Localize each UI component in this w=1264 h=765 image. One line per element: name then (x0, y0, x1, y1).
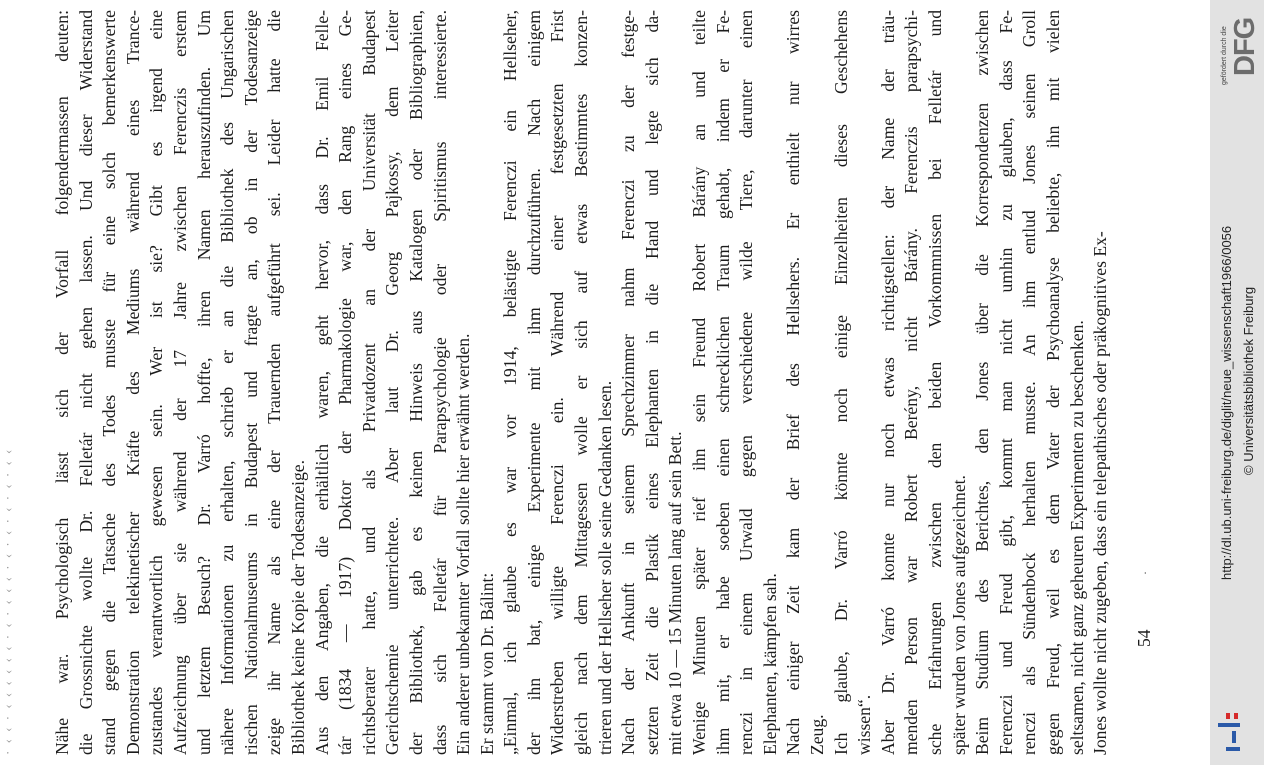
text-line: Bibliothek keine Kopie der Todesanzeige. (287, 459, 308, 755)
text-line: mit etwa 10 — 15 Minuten lang auf sein Bett. (665, 431, 686, 755)
dfg-logo: DFG (1229, 17, 1261, 76)
text-line: Aufzeichnung über sie während der 17 Jahre zwischen Ferenczis erstem (169, 10, 190, 755)
text-line: Nach einiger Zeit kam der Brief des Hellsehers. Er enthielt nur wirres (783, 10, 804, 755)
text-line: Nähe war. Psychologisch lässt sich der Vorfall folgendermassen deuten: (52, 10, 72, 755)
text-line: Elephanten, kämpfen sah. (759, 573, 780, 755)
text-line: seltsamen, nicht ganz geheuren Experimenten zu beschenken. (1066, 320, 1087, 755)
text-line: Ich glaube, Dr. Varró könnte noch einige Einzelheiten dieses Geschehens (830, 10, 851, 755)
sponsor-note: gefördert durch die (1221, 26, 1228, 85)
text-line: menden Person war Robert Berény, nicht Bárány. Ferenczis parapsychi- (901, 10, 922, 755)
text-line: renczi in einem Urwald gegen verschiedene wilde Tiere, darunter einen (736, 10, 757, 755)
text-line: gleich nach dem Mittagessen wolle er sich auf etwas Bestimmtes konzen- (571, 10, 592, 755)
text-line: gegen Freud, weil es dem Vater der Psychoanalyse beliebte, ihn mit vielen (1042, 10, 1063, 755)
text-line: „Einmal, ich glaube es war vor 1914, belästigte Ferenczi ein Hellseher, (500, 10, 521, 755)
text-line: nähere Informationen zu erhalten, schrieb er an die Bibliothek des Ungarischen (217, 10, 238, 755)
text-line: Ein anderer unbekannter Vorfall sollte hier erwähnt werden. (453, 333, 474, 755)
text-line: Nach der Ankunft in seinem Sprechzimmer nahm Ferenczi zu der festge- (618, 10, 639, 755)
body-text (51, 10, 1113, 755)
text-line: Demonstration telekinetischer Kräfte des Mediums während eines Trance- (122, 10, 143, 755)
text-line: zustandes verantwortlich gewesen sein. Wer ist sie? Gibt es irgend eine (146, 10, 167, 755)
text-line: und letztem Besuch? Dr. Varró hoffte, ihren Namen herauszufinden. Um (193, 10, 214, 755)
text-line: später wurden von Jones aufgezeichnet. (948, 475, 969, 755)
text-line: der Bibliothek, gab es keinen Hinweis aus Katalogen oder Bibliographien, (405, 10, 426, 755)
text-line: der ihn bat, einige Experimente mit ihm durchzuführen. Nach einigem (523, 10, 544, 755)
text-line: Wenige Minuten später rief ihn sein Freund Robert Bárány an und teilte (689, 10, 710, 755)
text-line: Gerichtschemie unterrichtete. Aber laut Dr. Georg Pajkossy, dem Leiter (382, 10, 403, 755)
text-line: Ferenczi und Freud gibt, kommt man nicht umhin zu glauben, dass Fe- (995, 10, 1016, 755)
text-line: trieren und der Hellseher solle seine Gedanken lesen. (594, 380, 615, 755)
text-line: Aber Dr. Varró konnte nur noch etwas richtigstellen: der Name der träu- (877, 10, 898, 755)
text-line: sche Erfahrungen zwischen den beiden Vorkommnissen bei Felletár und (924, 10, 945, 755)
text-line: zeige ihr Name als eine der Trauernden aufgeführt sei. Leider hatte die (264, 10, 285, 755)
margin-marks: · ‹ ‹ · ‹ ‹ ‹ ‹ ‹ ‹ · ‹ · ‹ ‹ ‹ · ‹ · ‹ · ‹ · ‹ · ‹ ‹ (0, 447, 15, 755)
footer-url[interactable]: http://dl.ub.uni-freiburg.de/diglit/neue_wissenschaft1966/0056 (1219, 225, 1234, 580)
text-line: Beim Studium des Berichtes, den Jones über die Korrespondenzen zwischen (972, 10, 993, 755)
university-library-logo-icon (1216, 711, 1242, 751)
stray-mark: · (1138, 571, 1152, 575)
footer-copyright: © Universitätsbibliothek Freiburg (1241, 286, 1256, 475)
text-line: Er stammt von Dr. Bálint: (476, 572, 497, 755)
text-line: Jones wollte nicht zugeben, dass ein telepathisches oder präkognitives Ex- (1090, 231, 1111, 755)
page-number: 54 (1134, 629, 1154, 647)
text-line: rischen Nationalmuseums in Budapest und fragte an, ob in der Todesanzeige (240, 10, 261, 755)
text-line: wissen“. (854, 694, 875, 755)
text-line: Aus den Angaben, die erhältlich waren, geht hervor, dass Dr. Emil Felle- (311, 10, 332, 755)
text-line: renczi als Sündenbock herhalten musste. An ihm entlud Jones seinen Groll (1019, 10, 1040, 755)
text-line: richtsberater hatte, und als Privatdozent an der Universität Budapest (358, 10, 379, 755)
text-line: Zeug. (807, 714, 827, 755)
text-line: dass sich Felletár für Parapsychologie oder Spiritismus interessierte. (429, 10, 450, 755)
text-line: stand gegen die Tatsache des Todes musste für eine solch bemerkenswerte (99, 10, 120, 755)
text-line: ihm mit, er habe soeben einen schrecklichen Traum gehabt, indem er Fe- (712, 10, 733, 755)
text-line: setzten Zeit die Plastik eines Elephanten in die Hand und legte sich da- (641, 10, 662, 755)
text-line: die Grossnichte wollte Dr. Felletár nicht gehen lassen. Und dieser Widerstand (75, 10, 96, 755)
text-line: Widerstreben willigte Ferenczi ein. Während einer festgesetzten Frist (547, 10, 568, 755)
text-line: tár (1834 — 1917) Doktor der Pharmakologie war, den Rang eines Ge- (335, 10, 356, 755)
